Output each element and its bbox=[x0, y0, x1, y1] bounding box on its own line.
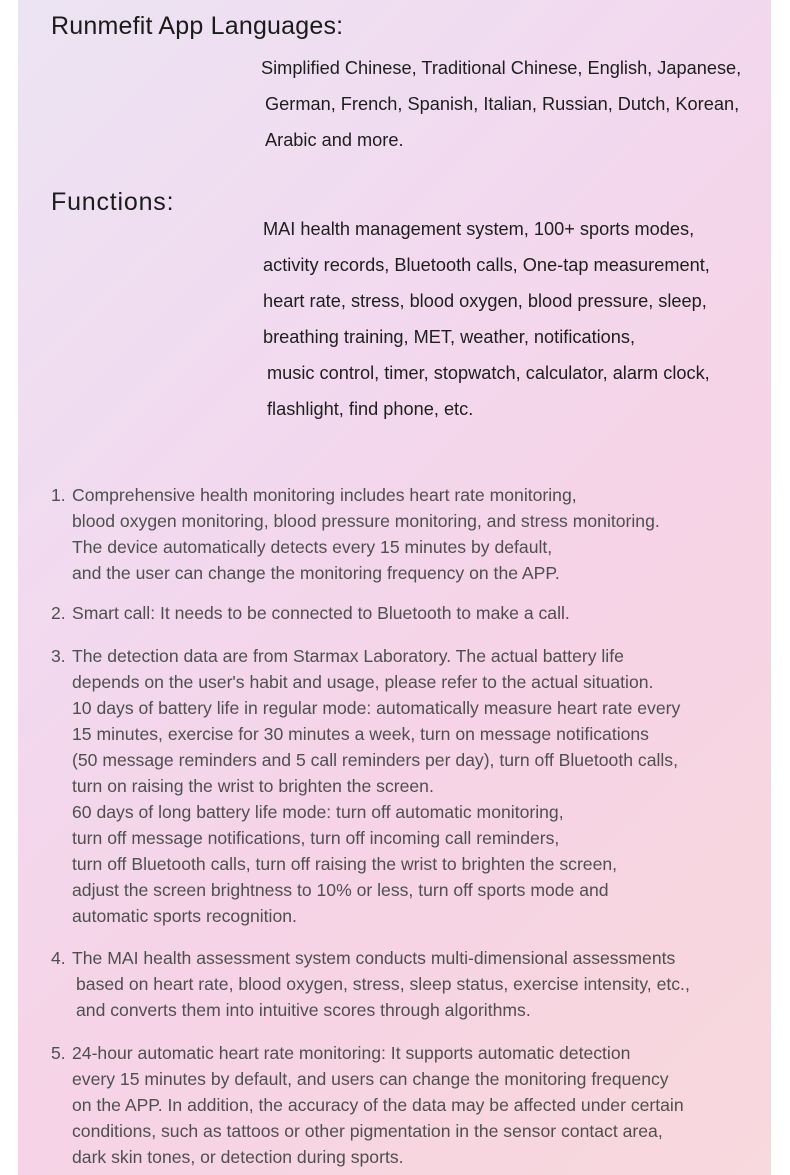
note-line: 10 days of battery life in regular mode: automatically measure heart rate every bbox=[72, 698, 681, 718]
note-line: blood oxygen monitoring, blood pressure monitoring, and stress monitoring. bbox=[72, 511, 660, 531]
note-line: dark skin tones, or detection during sports. bbox=[72, 1147, 404, 1167]
note-line: adjust the screen brightness to 10% or less, turn off sports mode and bbox=[72, 880, 609, 900]
functions-line: music control, timer, stopwatch, calculator, alarm clock, bbox=[267, 363, 710, 383]
note-line: 24-hour automatic heart rate monitoring: It supports automatic detection bbox=[72, 1043, 631, 1063]
note-number: 1. bbox=[51, 485, 66, 505]
functions-line: heart rate, stress, blood oxygen, blood pressure, sleep, bbox=[263, 291, 707, 311]
note-line: The detection data are from Starmax Laboratory. The actual battery life bbox=[72, 646, 624, 666]
note-number: 4. bbox=[51, 948, 66, 968]
note-line: 60 days of long battery life mode: turn off automatic monitoring, bbox=[72, 802, 564, 822]
note-line: Smart call: It needs to be connected to Bluetooth to make a call. bbox=[72, 603, 570, 623]
note-line: turn on raising the wrist to brighten the screen. bbox=[72, 776, 434, 796]
note-number: 2. bbox=[51, 603, 66, 623]
note-line: based on heart rate, blood oxygen, stress, sleep status, exercise intensity, etc., bbox=[76, 974, 690, 994]
note-line: Comprehensive health monitoring includes heart rate monitoring, bbox=[72, 485, 577, 505]
note-line: automatic sports recognition. bbox=[72, 906, 297, 926]
functions-line: activity records, Bluetooth calls, One-tap measurement, bbox=[263, 255, 710, 275]
content-panel bbox=[18, 0, 771, 1175]
functions-heading: Functions: bbox=[51, 188, 175, 216]
note-line: (50 message reminders and 5 call reminders per day), turn off Bluetooth calls, bbox=[72, 750, 678, 770]
note-line: and the user can change the monitoring frequency on the APP. bbox=[72, 563, 560, 583]
note-line: every 15 minutes by default, and users can change the monitoring frequency bbox=[72, 1069, 669, 1089]
functions-line: breathing training, MET, weather, notifications, bbox=[263, 327, 636, 347]
note-number: 3. bbox=[51, 646, 66, 666]
note-line: turn off message notifications, turn off incoming call reminders, bbox=[72, 828, 560, 848]
note-line: turn off Bluetooth calls, turn off raising the wrist to brighten the screen, bbox=[72, 854, 618, 874]
languages-heading: Runmefit App Languages: bbox=[51, 12, 344, 40]
note-number: 5. bbox=[51, 1043, 66, 1063]
functions-line: flashlight, find phone, etc. bbox=[267, 399, 474, 419]
functions-line: MAI health management system, 100+ sports modes, bbox=[263, 219, 695, 239]
note-line: and converts them into intuitive scores through algorithms. bbox=[76, 1000, 531, 1020]
note-line: on the APP. In addition, the accuracy of the data may be affected under certain bbox=[72, 1095, 684, 1115]
note-line: The device automatically detects every 15 minutes by default, bbox=[72, 537, 553, 557]
note-line: depends on the user's habit and usage, please refer to the actual situation. bbox=[72, 672, 654, 692]
note-line: conditions, such as tattoos or other pigmentation in the sensor contact area, bbox=[72, 1121, 663, 1141]
languages-line: Simplified Chinese, Traditional Chinese, English, Japanese, bbox=[261, 58, 742, 78]
languages-line: Arabic and more. bbox=[265, 130, 404, 150]
note-line: The MAI health assessment system conducts multi-dimensional assessments bbox=[72, 948, 676, 968]
languages-line: German, French, Spanish, Italian, Russian, Dutch, Korean, bbox=[265, 94, 740, 114]
note-line: 15 minutes, exercise for 30 minutes a week, turn on message notifications bbox=[72, 724, 649, 744]
